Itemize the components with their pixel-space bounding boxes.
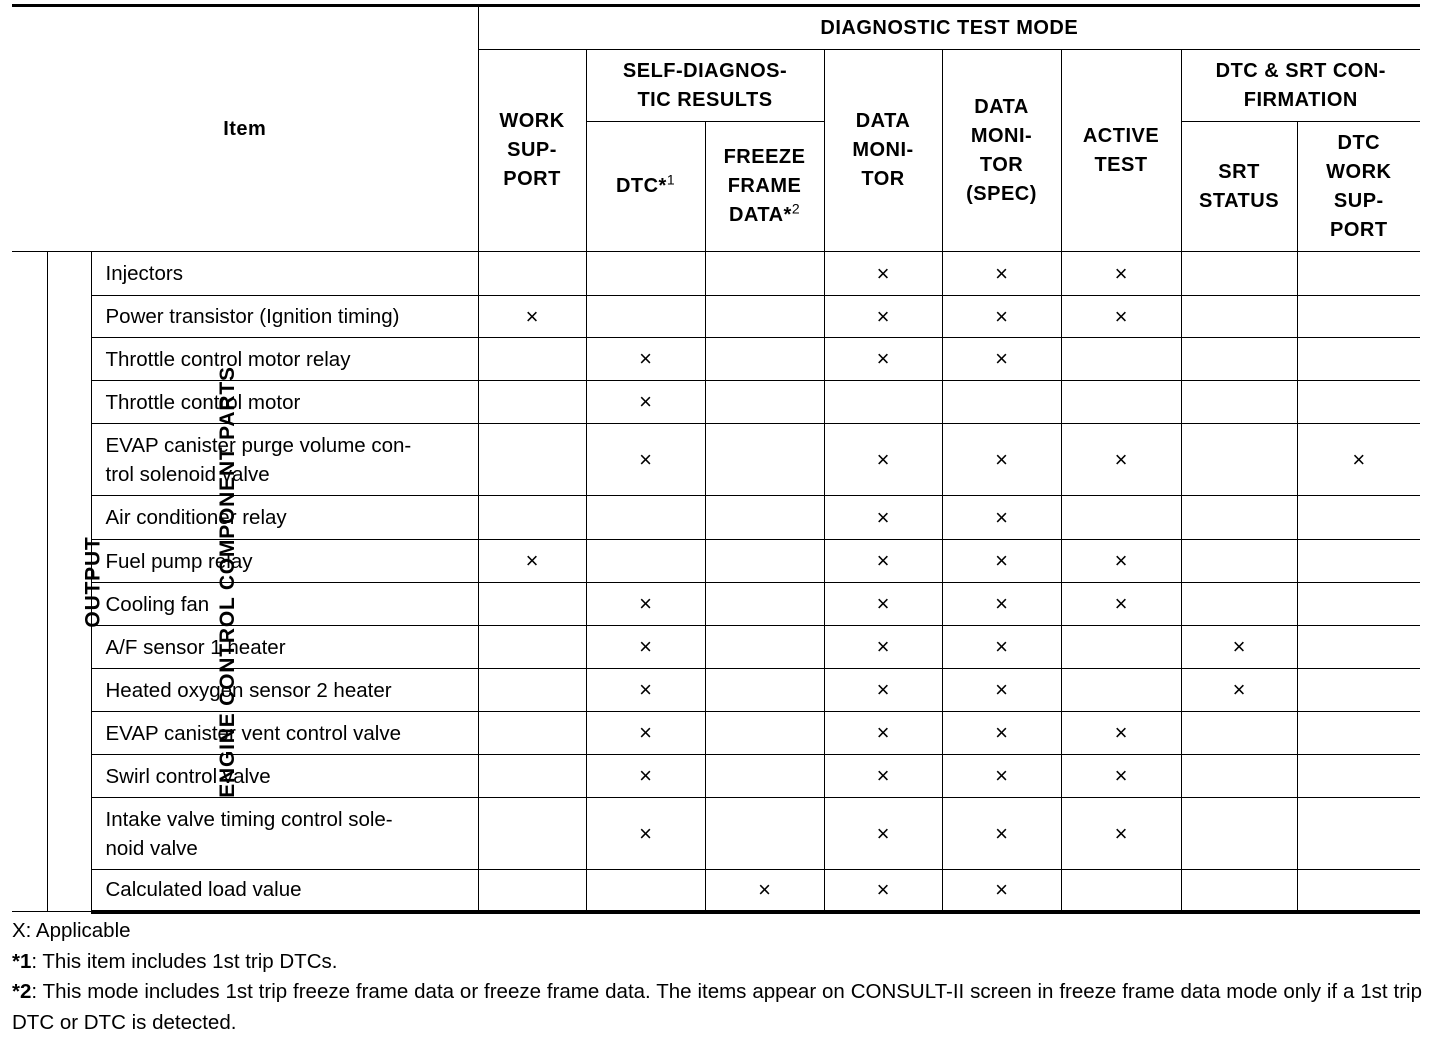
header-line: TOR bbox=[979, 153, 1024, 176]
item-name-line: Fuel pump relay bbox=[105, 549, 253, 573]
data-monitor-spec-cell bbox=[942, 583, 1061, 626]
data-monitor-header bbox=[824, 50, 942, 252]
work-support-cell bbox=[478, 626, 586, 669]
applicable-mark: × bbox=[1232, 677, 1246, 702]
dtc-work-support-cell bbox=[1297, 496, 1420, 540]
header-line: WORK bbox=[1326, 160, 1392, 183]
active-test-cell bbox=[1061, 338, 1181, 381]
data-monitor-spec-cell bbox=[942, 424, 1061, 496]
item-name-line: Injectors bbox=[105, 262, 183, 285]
header-line: (SPEC) bbox=[966, 182, 1037, 205]
applicable-mark: × bbox=[995, 876, 1008, 902]
item-name-line: Calculated load value bbox=[105, 878, 302, 902]
item-name-line: Throttle control motor relay bbox=[105, 347, 351, 371]
work-support-cell bbox=[478, 583, 586, 626]
freeze-footnote-marker: 2 bbox=[791, 200, 801, 217]
applicable-mark: × bbox=[876, 260, 890, 286]
data-monitor-cell bbox=[824, 755, 942, 798]
header-line: MONI- bbox=[852, 139, 914, 161]
dtc-cell bbox=[586, 296, 705, 338]
work-support-cell bbox=[478, 338, 586, 381]
diagnostic-mode-document bbox=[12, 4, 1420, 914]
dtc-cell bbox=[586, 424, 705, 496]
freeze-frame-cell bbox=[705, 252, 824, 296]
item-name-line: Heated oxygen sensor 2 heater bbox=[105, 678, 392, 702]
item-name-cell bbox=[91, 252, 478, 296]
header-line: SUP- bbox=[1333, 189, 1384, 212]
freeze-frame-cell bbox=[705, 798, 824, 870]
footnote-1-text: : This item includes 1st trip DTCs. bbox=[31, 949, 338, 973]
applicable-mark: × bbox=[995, 634, 1008, 659]
data-monitor-spec-cell bbox=[942, 252, 1061, 296]
freeze-frame-cell bbox=[705, 296, 824, 338]
dtc-cell bbox=[586, 798, 705, 870]
item-name-cell bbox=[91, 424, 478, 496]
applicable-mark: × bbox=[876, 720, 890, 745]
applicable-mark: × bbox=[995, 677, 1008, 702]
header-line: PORT bbox=[503, 168, 561, 190]
applicable-mark: × bbox=[525, 548, 539, 573]
srt-status-cell bbox=[1181, 381, 1297, 424]
dtc-cell bbox=[586, 755, 705, 798]
table-row bbox=[12, 798, 1420, 870]
work-support-cell bbox=[478, 381, 586, 424]
dtc-work-support-cell bbox=[1297, 296, 1420, 338]
work-support-cell bbox=[478, 540, 586, 583]
dtc-work-support-cell bbox=[1297, 712, 1420, 755]
header-line: WORK bbox=[499, 110, 565, 132]
item-name-line: A/F sensor 1 heater bbox=[105, 635, 286, 659]
data-monitor-cell bbox=[824, 870, 942, 912]
item-name-line: Intake valve timing control sole- bbox=[105, 807, 393, 831]
dtc-cell bbox=[586, 338, 705, 381]
data-monitor-cell bbox=[824, 424, 942, 496]
srt-status-cell bbox=[1181, 626, 1297, 669]
table-row bbox=[12, 870, 1420, 912]
work-support-cell bbox=[478, 712, 586, 755]
dtc-cell bbox=[586, 540, 705, 583]
table-body bbox=[12, 252, 1420, 912]
dtc-work-support-cell bbox=[1297, 381, 1420, 424]
work-support-cell bbox=[478, 252, 586, 296]
dtc-work-support-cell bbox=[1297, 338, 1420, 381]
active-test-cell bbox=[1061, 381, 1181, 424]
srt-status-cell bbox=[1181, 338, 1297, 381]
data-monitor-spec-cell bbox=[942, 626, 1061, 669]
data-monitor-cell bbox=[824, 381, 942, 424]
active-test-cell bbox=[1061, 424, 1181, 496]
applicable-mark: × bbox=[1114, 591, 1128, 616]
header-line: SRT bbox=[1218, 160, 1260, 183]
header-line: DATA bbox=[855, 110, 911, 132]
dtc-work-support-cell bbox=[1297, 583, 1420, 626]
data-monitor-spec-cell bbox=[942, 870, 1061, 912]
legend-note: X: Applicable bbox=[12, 919, 131, 942]
item-name-cell bbox=[91, 755, 478, 798]
item-name-line: Throttle control motor bbox=[105, 390, 301, 414]
dtc-work-support-cell bbox=[1297, 669, 1420, 712]
data-monitor-spec-cell bbox=[942, 496, 1061, 540]
applicable-mark: × bbox=[1114, 446, 1128, 472]
applicable-mark: × bbox=[876, 591, 890, 616]
applicable-mark: × bbox=[995, 548, 1008, 573]
header-line: TEST bbox=[1094, 153, 1148, 176]
applicable-mark: × bbox=[876, 548, 890, 573]
dtc-cell bbox=[586, 626, 705, 669]
item-name-cell bbox=[91, 496, 478, 540]
applicable-mark: × bbox=[1114, 260, 1128, 286]
applicable-mark: × bbox=[639, 720, 652, 745]
srt-status-cell bbox=[1181, 296, 1297, 338]
data-monitor-spec-cell bbox=[942, 338, 1061, 381]
data-monitor-spec-cell bbox=[942, 540, 1061, 583]
srt-status-cell bbox=[1181, 798, 1297, 870]
data-monitor-cell bbox=[824, 626, 942, 669]
dtc-cell bbox=[586, 712, 705, 755]
dtc-header-label: DTC* bbox=[615, 175, 667, 197]
freeze-frame-cell bbox=[705, 424, 824, 496]
header-line: DTC bbox=[1337, 131, 1381, 154]
item-name-line: EVAP canister purge volume con- bbox=[105, 433, 412, 457]
applicable-mark: × bbox=[639, 446, 652, 472]
srt-status-cell bbox=[1181, 755, 1297, 798]
footnote-2 bbox=[12, 977, 1422, 1038]
applicable-mark: × bbox=[995, 260, 1008, 286]
data-monitor-spec-cell bbox=[942, 381, 1061, 424]
freeze-frame-data-header bbox=[705, 122, 824, 252]
component-group-label: ENGINE CONTROL COMPONENT PARTS bbox=[215, 365, 239, 798]
item-name-cell bbox=[91, 296, 478, 338]
active-test-cell bbox=[1061, 626, 1181, 669]
applicable-mark: × bbox=[758, 876, 771, 902]
item-name-cell bbox=[91, 798, 478, 870]
applicable-mark: × bbox=[876, 820, 890, 846]
active-test-cell bbox=[1061, 755, 1181, 798]
dtc-cell bbox=[586, 583, 705, 626]
active-test-cell bbox=[1061, 496, 1181, 540]
item-name-line: Air conditioner relay bbox=[105, 506, 287, 529]
applicable-mark: × bbox=[876, 504, 890, 530]
footnote-1 bbox=[12, 947, 1422, 978]
freeze-frame-cell bbox=[705, 338, 824, 381]
applicable-mark: × bbox=[876, 876, 890, 902]
item-column-header: Item bbox=[12, 6, 478, 252]
freeze-frame-cell bbox=[705, 540, 824, 583]
data-monitor-cell bbox=[824, 712, 942, 755]
item-name-line: Cooling fan bbox=[105, 592, 210, 616]
applicable-mark: × bbox=[1114, 820, 1128, 846]
active-test-cell bbox=[1061, 296, 1181, 338]
item-name-line: Swirl control valve bbox=[105, 764, 271, 788]
applicable-mark: × bbox=[876, 677, 890, 702]
applicable-mark: × bbox=[639, 389, 652, 414]
work-support-cell bbox=[478, 424, 586, 496]
dtc-cell bbox=[586, 669, 705, 712]
header-line: SUP- bbox=[507, 139, 557, 161]
data-monitor-cell bbox=[824, 669, 942, 712]
active-test-cell bbox=[1061, 798, 1181, 870]
freeze-frame-cell bbox=[705, 583, 824, 626]
dtc-cell bbox=[586, 870, 705, 912]
work-support-cell bbox=[478, 496, 586, 540]
dtc-work-support-cell bbox=[1297, 755, 1420, 798]
header-line: FRAME bbox=[727, 175, 802, 197]
applicable-mark: × bbox=[995, 820, 1008, 846]
applicable-mark: × bbox=[1352, 446, 1366, 472]
item-name-line: EVAP canister vent control valve bbox=[105, 721, 401, 745]
work-support-cell bbox=[478, 669, 586, 712]
applicable-mark: × bbox=[639, 820, 652, 846]
applicable-mark: × bbox=[995, 346, 1008, 371]
applicable-mark: × bbox=[995, 591, 1008, 616]
active-test-cell bbox=[1061, 712, 1181, 755]
applicable-mark: × bbox=[525, 303, 539, 329]
table-row bbox=[12, 296, 1420, 338]
freeze-frame-cell bbox=[705, 669, 824, 712]
applicable-mark: × bbox=[876, 346, 890, 371]
active-test-header bbox=[1061, 50, 1181, 252]
applicable-mark: × bbox=[995, 504, 1008, 530]
dtc-srt-confirmation-header bbox=[1181, 50, 1420, 122]
item-name-cell bbox=[91, 381, 478, 424]
applicable-mark: × bbox=[639, 346, 652, 371]
header-line: PORT bbox=[1330, 218, 1388, 241]
item-name-line: trol solenoid valve bbox=[105, 462, 270, 486]
item-name-cell bbox=[91, 583, 478, 626]
data-monitor-spec-cell bbox=[942, 296, 1061, 338]
data-monitor-cell bbox=[824, 338, 942, 381]
dtc-work-support-cell bbox=[1297, 870, 1420, 912]
dtc-work-support-header bbox=[1297, 122, 1420, 252]
data-monitor-spec-cell bbox=[942, 798, 1061, 870]
diagnostic-test-mode-header: DIAGNOSTIC TEST MODE bbox=[478, 6, 1420, 50]
applicable-mark: × bbox=[1232, 634, 1246, 659]
diagnostic-test-mode-table bbox=[12, 4, 1420, 914]
applicable-mark: × bbox=[876, 303, 890, 329]
applicable-mark: × bbox=[995, 763, 1008, 788]
applicable-mark: × bbox=[639, 591, 652, 616]
srt-status-cell bbox=[1181, 540, 1297, 583]
footnote-2-key: *2 bbox=[12, 980, 32, 1003]
header-line: DATA* bbox=[728, 204, 792, 226]
header-line: ACTIVE bbox=[1082, 124, 1160, 147]
work-support-cell bbox=[478, 870, 586, 912]
active-test-cell bbox=[1061, 669, 1181, 712]
applicable-mark: × bbox=[995, 303, 1008, 329]
applicable-mark: × bbox=[639, 677, 652, 702]
data-monitor-spec-header bbox=[942, 50, 1061, 252]
header-line: MONI- bbox=[970, 124, 1033, 147]
data-monitor-cell bbox=[824, 798, 942, 870]
header-line: TOR bbox=[861, 168, 905, 190]
dtc-cell bbox=[586, 252, 705, 296]
srt-status-cell bbox=[1181, 712, 1297, 755]
srt-status-cell bbox=[1181, 252, 1297, 296]
freeze-frame-cell bbox=[705, 712, 824, 755]
applicable-mark: × bbox=[995, 446, 1008, 472]
item-name-line: Power transistor (Ignition timing) bbox=[105, 305, 400, 328]
work-support-cell bbox=[478, 798, 586, 870]
table-row bbox=[12, 252, 1420, 296]
freeze-frame-cell bbox=[705, 496, 824, 540]
item-name-cell bbox=[91, 712, 478, 755]
active-test-cell bbox=[1061, 540, 1181, 583]
applicable-mark: × bbox=[876, 446, 890, 472]
dtc-work-support-cell bbox=[1297, 798, 1420, 870]
freeze-frame-cell bbox=[705, 755, 824, 798]
dtc-header bbox=[586, 122, 705, 252]
srt-status-header bbox=[1181, 122, 1297, 252]
output-subgroup-label: OUTPUT bbox=[81, 535, 105, 628]
item-name-cell bbox=[91, 338, 478, 381]
applicable-mark: × bbox=[876, 763, 890, 788]
dtc-cell bbox=[586, 496, 705, 540]
dtc-footnote-marker: 1 bbox=[666, 171, 676, 188]
active-test-cell bbox=[1061, 583, 1181, 626]
item-name-cell bbox=[91, 669, 478, 712]
footnote-1-key: *1 bbox=[12, 949, 32, 973]
srt-status-cell bbox=[1181, 669, 1297, 712]
data-monitor-cell bbox=[824, 583, 942, 626]
applicable-mark: × bbox=[1114, 303, 1128, 329]
data-monitor-spec-cell bbox=[942, 712, 1061, 755]
work-support-cell bbox=[478, 755, 586, 798]
footnote-2-text: : This mode includes 1st trip freeze frame data or freeze frame data. The items appear on CONSULT-II screen in freeze frame data mode only if a 1st trip DTC or DTC is detected. bbox=[12, 980, 1422, 1034]
header-line: TIC RESULTS bbox=[637, 88, 773, 111]
header-line: FIRMATION bbox=[1243, 88, 1358, 111]
data-monitor-spec-cell bbox=[942, 755, 1061, 798]
dtc-cell bbox=[586, 381, 705, 424]
active-test-cell bbox=[1061, 870, 1181, 912]
applicable-mark: × bbox=[639, 634, 652, 659]
applicable-mark: × bbox=[995, 720, 1008, 745]
srt-status-cell bbox=[1181, 870, 1297, 912]
applicable-mark: × bbox=[1114, 763, 1128, 788]
data-monitor-cell bbox=[824, 496, 942, 540]
header-line: SELF-DIAGNOS- bbox=[622, 59, 788, 82]
data-monitor-cell bbox=[824, 296, 942, 338]
item-name-cell bbox=[91, 540, 478, 583]
table-header bbox=[12, 6, 1420, 252]
srt-status-cell bbox=[1181, 424, 1297, 496]
srt-status-cell bbox=[1181, 496, 1297, 540]
header-line: FREEZE bbox=[723, 146, 806, 168]
work-support-header bbox=[478, 50, 586, 252]
applicable-mark: × bbox=[876, 634, 890, 659]
freeze-frame-cell bbox=[705, 626, 824, 669]
dtc-work-support-cell bbox=[1297, 540, 1420, 583]
applicable-mark: × bbox=[1114, 548, 1128, 573]
data-monitor-cell bbox=[824, 540, 942, 583]
work-support-cell bbox=[478, 296, 586, 338]
header-line: DATA bbox=[974, 95, 1029, 118]
dtc-work-support-cell bbox=[1297, 252, 1420, 296]
footnotes bbox=[12, 916, 1422, 1038]
dtc-work-support-cell bbox=[1297, 424, 1420, 496]
freeze-frame-cell bbox=[705, 381, 824, 424]
srt-status-cell bbox=[1181, 583, 1297, 626]
output-subgroup-cell bbox=[47, 252, 105, 912]
applicable-mark: × bbox=[639, 763, 652, 788]
item-name-cell bbox=[91, 626, 478, 669]
dtc-work-support-cell bbox=[1297, 626, 1420, 669]
header-line: DTC & SRT CON- bbox=[1215, 59, 1386, 82]
header-line: STATUS bbox=[1199, 189, 1280, 212]
self-diagnostic-results-header bbox=[586, 50, 824, 122]
applicable-mark: × bbox=[1114, 720, 1128, 745]
data-monitor-cell bbox=[824, 252, 942, 296]
item-name-cell bbox=[91, 870, 478, 912]
active-test-cell bbox=[1061, 252, 1181, 296]
item-name-line: noid valve bbox=[105, 836, 198, 860]
data-monitor-spec-cell bbox=[942, 669, 1061, 712]
freeze-frame-cell bbox=[705, 870, 824, 912]
